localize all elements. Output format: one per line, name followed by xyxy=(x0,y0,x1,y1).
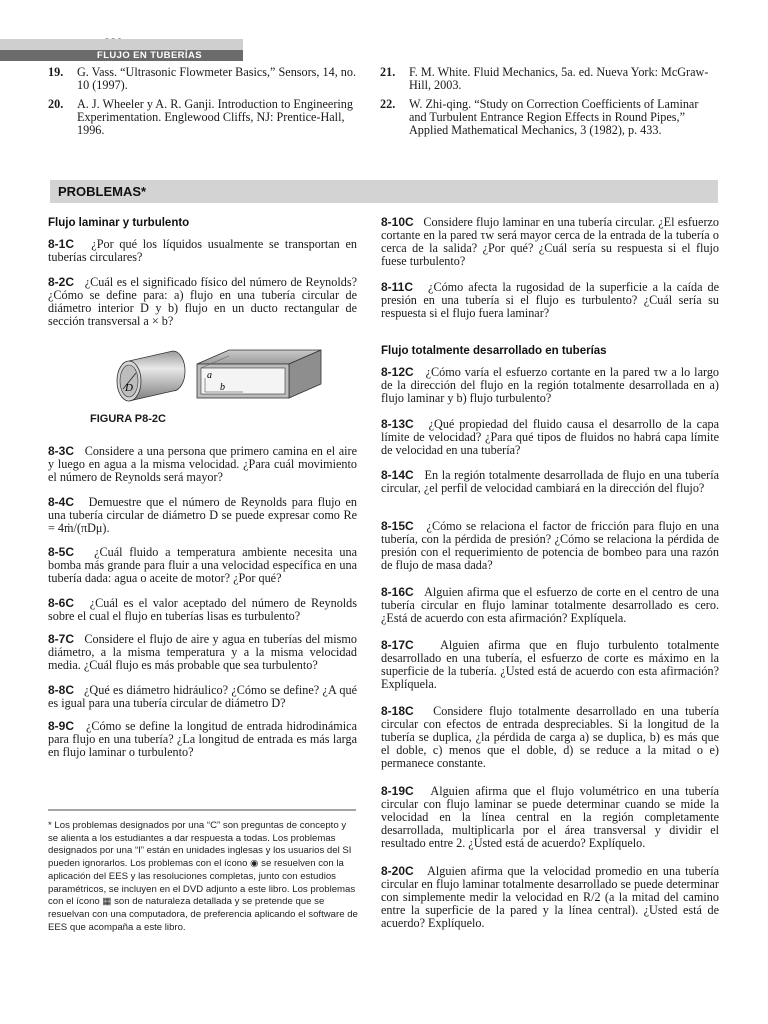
problem-8-4C: 8-4C Demuestre que el número de Reynolds para flujo en una tubería circular de diámetro D se puede expresar como Re = 4ṁ/(πDμ). xyxy=(48,495,358,536)
problems-heading: PROBLEMAS* xyxy=(58,184,147,199)
figure-caption: FIGURA P8-2C xyxy=(90,413,166,425)
problem-8-6C: 8-6C ¿Cuál es el valor aceptado del número de Reynolds sobre el cual el flujo en tuberías lisas es turbulento? xyxy=(48,596,358,624)
problem-8-16C: 8-16C Alguien afirma que el esfuerzo de corte en el centro de una tubería circular en flujo laminar totalmente desarrollado es cero. ¿Está de acuerdo con esta afirmación? Explíquela. xyxy=(381,585,719,626)
pipe-and-duct-figure xyxy=(93,348,328,408)
reference-22: 22. W. Zhi-qing. “Study on Correction Coefficients of Laminar and Turbulent Entrance Region Effects in Round Pipes,” Applied Mathematical Mechanics, 3 (1982), p. 433. xyxy=(380,97,699,137)
problem-8-8C: 8-8C ¿Qué es diámetro hidráulico? ¿Cómo se define? ¿A qué es igual para una tubería circular de diámetro D? xyxy=(48,683,358,711)
running-title: FLUJO EN TUBERÍAS xyxy=(97,50,202,61)
label-D: D xyxy=(125,382,133,394)
problem-8-10C: 8-10C Considere flujo laminar en una tubería circular. ¿El esfuerzo cortante en la pared τw será mayor cerca de la entrada de la tubería o cerca de la salida? ¿Por qué? ¿Cuál sería su respuesta si el flujo fuese turbulento? xyxy=(381,215,719,269)
footnote-divider xyxy=(48,809,356,811)
problem-8-1C: 8-1C ¿Por qué los líquidos usualmente se transportan en tuberías circulares? xyxy=(48,237,358,265)
problem-8-9C: 8-9C ¿Cómo se define la longitud de entrada hidrodinámica para flujo en una tubería? ¿La longitud de entrada es más larga en flujo laminar o turbulento? xyxy=(48,719,357,760)
problem-8-19C: 8-19C Alguien afirma que el flujo volumétrico en una tubería circular con flujo laminar se puede determinar cuando se mide la velocidad en la línea central en la región completamente desarrollada, multiplicarla por el área transversal y dividir el resultado entre 2. ¿Usted está de acuerdo? Explíquelo. xyxy=(381,784,720,851)
rectangular-duct-drawing xyxy=(197,350,321,398)
problem-8-11C: 8-11C ¿Cómo afecta la rugosidad de la superficie a la caída de presión en una tubería si el flujo es turbulento? ¿Cuál sería su respuesta si el flujo fuera laminar? xyxy=(381,280,719,321)
problem-8-3C: 8-3C Considere a una persona que primero camina en el aire y luego en agua a la misma velocidad. ¿Para cuál movimiento el número de Reynolds será mayor? xyxy=(48,444,357,485)
problem-8-7C: 8-7C Considere el flujo de aire y agua en tuberías del mismo diámetro, a la misma temperatura y a la misma velocidad media. ¿Cuál flujo es más probable que sea turbulento? xyxy=(48,632,357,673)
running-header-bar xyxy=(0,39,243,61)
problem-8-2C: 8-2C ¿Cuál es el significado físico del número de Reynolds? ¿Cómo se define para: a) flujo en una tubería circular de diámetro interior D y b) flujo en un ducto rectangular de sección transversal a × b? xyxy=(48,275,357,329)
problem-8-18C: 8-18C Considere flujo totalmente desarrollado en una tubería circular con efectos de entrada despreciables. Si la longitud de la tubería se duplica, ¿la pérdida de carga a) se duplica, b) es más que el doble, c) menos que el doble, d) se reduce a la mitad o e) permanece constante. xyxy=(381,704,719,771)
label-a: a xyxy=(207,370,212,381)
section-heading-developed: Flujo totalmente desarrollado en tuberías xyxy=(381,345,607,357)
footnote: * Los problemas designados por una “C” son preguntas de concepto y se alienta a los estudiantes a dar respuesta a todas. Los problemas designados por una “I” están en unidades inglesas y los usuarios del SI pueden ignorarlos. Los problemas con el ícono ◉ se resuelven con la aplicación del EES y las resoluciones completas, junto con estudios paramétricos, se incluyen en el DVD adjunto a este libro. Los problemas con el ícono ▦ son de naturaleza detallada y se pretende que se resuelvan con una computadora, de preferencia aplicando el software de EES que acompaña a este libro. xyxy=(48,820,358,933)
problem-8-14C: 8-14C En la región totalmente desarrollada de flujo en una tubería circular, ¿el perfil de velocidad cambiará en la dirección del flujo? xyxy=(381,468,720,496)
reference-19: 19. G. Vass. “Ultrasonic Flowmeter Basics,” Sensors, 14, no. 10 (1997). xyxy=(48,65,357,92)
reference-21: 21. F. M. White. Fluid Mechanics, 5a. ed. Nueva York: McGraw-Hill, 2003. xyxy=(380,65,709,92)
problem-8-20C: 8-20C Alguien afirma que la velocidad promedio en una tubería circular en flujo laminar totalmente desarrollado se puede determinar con simplemente medir la velocidad en R/2 (a la mitad del camino entre la superficie de la pared y la línea central). ¿Usted está de acuerdo? Explíquelo. xyxy=(381,864,719,931)
problem-8-15C: 8-15C ¿Cómo se relaciona el factor de fricción para flujo en una tubería, con la pérdida de presión? ¿Cómo se relaciona la pérdida de presión con el requerimiento de potencia de bombeo para una razón de flujo de masa dada? xyxy=(381,519,720,573)
problem-8-17C: 8-17C Alguien afirma que en flujo turbulento totalmente desarrollado en una tubería, el esfuerzo de corte es máximo en la superficie de la tubería. ¿Usted está de acuerdo con esta afirmación? Explíquela. xyxy=(381,638,719,692)
reference-20: 20. A. J. Wheeler y A. R. Ganji. Introduction to Engineering Experimentation. Englewood Cliffs, NJ: Prentice-Hall, 1996. xyxy=(48,97,353,137)
problems-heading-bar xyxy=(50,180,718,203)
problem-8-5C: 8-5C ¿Cuál fluido a temperatura ambiente necesita una bomba más grande para fluir a una velocidad específica en una tubería dada: agua o aceite de motor? ¿Por qué? xyxy=(48,545,357,586)
label-b: b xyxy=(220,382,225,393)
problem-8-13C: 8-13C ¿Qué propiedad del fluido causa el desarrollo de la capa límite de velocidad? ¿Para qué tipos de fluidos no habrá capa límite de velocidad en una tubería? xyxy=(381,417,720,458)
problem-8-12C: 8-12C ¿Cómo varía el esfuerzo cortante en la pared τw a lo largo de la dirección del flujo en la región totalmente desarrollada en a) flujo laminar y b) flujo turbulento? xyxy=(381,365,720,406)
section-heading-laminar: Flujo laminar y turbulento xyxy=(48,217,190,229)
